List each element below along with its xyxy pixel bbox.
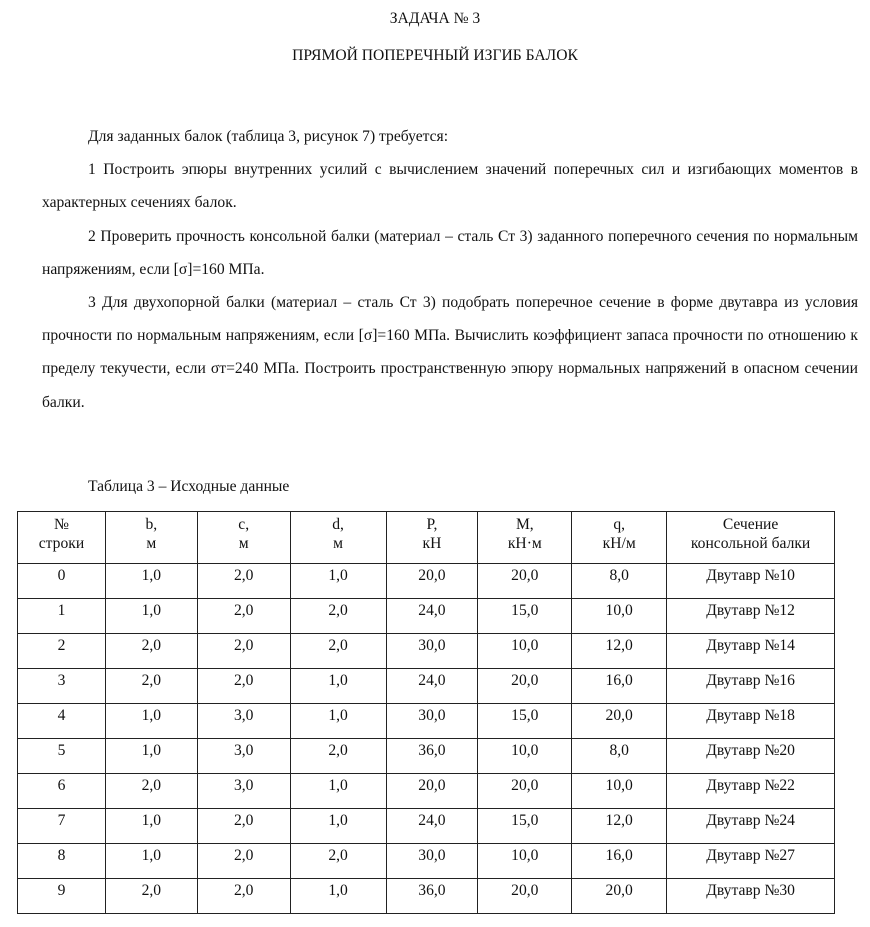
table-cell: 2,0 — [197, 634, 290, 669]
table-cell: 0 — [18, 564, 106, 599]
column-header-line: q, — [613, 516, 626, 533]
column-header-line: кН/м — [602, 535, 636, 552]
table-cell: 36,0 — [386, 739, 478, 774]
table-cell: 3,0 — [197, 704, 290, 739]
table-cell: 1,0 — [105, 704, 197, 739]
table-cell: 24,0 — [386, 809, 478, 844]
table-cell: 3,0 — [197, 739, 290, 774]
table-cell: 8,0 — [572, 564, 667, 599]
table-cell: 1,0 — [290, 704, 386, 739]
column-header-line: консольной балки — [690, 535, 811, 552]
table-cell: 2,0 — [197, 844, 290, 879]
table-cell: 15,0 — [478, 704, 572, 739]
table-cell: 2,0 — [290, 844, 386, 879]
table-cell: 1,0 — [105, 599, 197, 634]
paragraph-item-2: 2 Проверить прочность консольной балки (материал – сталь Ст 3) заданного поперечного сечения по нормальным напряжениям, если [σ]=160 МПа. — [42, 227, 858, 278]
table-cell: 1,0 — [290, 774, 386, 809]
column-header-line: м — [238, 535, 249, 552]
table-cell: 20,0 — [478, 879, 572, 914]
column-header-line: b, — [145, 516, 158, 533]
table-cell: 8 — [18, 844, 106, 879]
column-header — [197, 512, 290, 564]
table-caption: Таблица 3 – Исходные данные — [88, 478, 290, 495]
table-cell: 10,0 — [478, 739, 572, 774]
column-header — [386, 512, 478, 564]
table-cell: 30,0 — [386, 704, 478, 739]
table-cell: 2,0 — [197, 669, 290, 704]
table-cell: 8,0 — [572, 739, 667, 774]
table-row — [18, 669, 835, 704]
table-cell: Двутавр №12 — [667, 599, 835, 634]
paragraph-item-3: 3 Для двухопорной балки (материал – сталь Ст 3) подобрать поперечное сечение в форме двутавра из условия прочности по нормальным напряжениям, если [σ]=160 МПа. Вычислить коэффициент запаса прочности по отношению к пределу текучести, если σт=240 МПа. Построить пространственную эпюру нормальных напряжений в опасном сечении балки. — [42, 294, 858, 411]
table-cell: 12,0 — [572, 809, 667, 844]
table-cell: Двутавр №14 — [667, 634, 835, 669]
table-cell: 2,0 — [105, 669, 197, 704]
table-cell: 4 — [18, 704, 106, 739]
table-cell: 6 — [18, 774, 106, 809]
table-cell: 10,0 — [572, 599, 667, 634]
table-row — [18, 599, 835, 634]
table-cell: 2,0 — [197, 564, 290, 599]
column-header-line: P, — [426, 516, 438, 533]
table-cell: 2,0 — [290, 634, 386, 669]
table-cell: 20,0 — [478, 774, 572, 809]
column-header-line: кН·м — [507, 535, 542, 552]
task-title: ЗАДАЧА № 3 — [389, 10, 481, 27]
table-cell: 3,0 — [197, 774, 290, 809]
table-cell: 20,0 — [478, 669, 572, 704]
table-cell: Двутавр №30 — [667, 879, 835, 914]
table-cell: 10,0 — [478, 634, 572, 669]
table-cell: 15,0 — [478, 599, 572, 634]
table-row — [18, 809, 835, 844]
column-header — [572, 512, 667, 564]
table-cell: 20,0 — [572, 879, 667, 914]
table-cell: 9 — [18, 879, 106, 914]
table-cell: 2,0 — [290, 739, 386, 774]
table-cell: Двутавр №22 — [667, 774, 835, 809]
table-cell: 1,0 — [105, 844, 197, 879]
table-cell: 36,0 — [386, 879, 478, 914]
table-cell: 1,0 — [290, 809, 386, 844]
table-cell: 1,0 — [105, 564, 197, 599]
table-cell: 3 — [18, 669, 106, 704]
column-header-line: c, — [238, 516, 250, 533]
table-cell: 16,0 — [572, 669, 667, 704]
column-header-line: м — [146, 535, 157, 552]
column-header-line: м — [333, 535, 343, 552]
table-cell: 20,0 — [386, 774, 478, 809]
task-subtitle: ПРЯМОЙ ПОПЕРЕЧНЫЙ ИЗГИБ БАЛОК — [292, 47, 578, 64]
table-cell: 1 — [18, 599, 106, 634]
column-header — [18, 512, 106, 564]
table-cell: Двутавр №27 — [667, 844, 835, 879]
column-header — [105, 512, 197, 564]
table-row — [18, 879, 835, 914]
table-cell: 2,0 — [197, 599, 290, 634]
table-cell: Двутавр №18 — [667, 704, 835, 739]
table-cell: 1,0 — [290, 564, 386, 599]
column-header-line: Сечение — [722, 516, 779, 533]
table-cell: 2,0 — [290, 599, 386, 634]
column-header-line: строки — [38, 535, 85, 552]
column-header-line: кН — [422, 535, 442, 552]
table-row — [18, 634, 835, 669]
table-cell: 1,0 — [105, 739, 197, 774]
table-cell: 2,0 — [105, 879, 197, 914]
column-header — [290, 512, 386, 564]
table-row — [18, 739, 835, 774]
table-cell: 2 — [18, 634, 106, 669]
table-row — [18, 564, 835, 599]
table-cell: 30,0 — [386, 844, 478, 879]
table-cell: 10,0 — [478, 844, 572, 879]
table-cell: Двутавр №24 — [667, 809, 835, 844]
paragraph-intro: Для заданных балок (таблица 3, рисунок 7) требуется: — [88, 128, 449, 145]
paragraph-item-1: 1 Построить эпюры внутренних усилий с вычислением значений поперечных сил и изгибающих моментов в характерных сечениях балок. — [42, 161, 858, 212]
table-cell: 2,0 — [105, 774, 197, 809]
table-header-row — [18, 512, 835, 564]
table-cell: 5 — [18, 739, 106, 774]
table-row — [18, 704, 835, 739]
table-cell: 1,0 — [290, 669, 386, 704]
table-cell: 16,0 — [572, 844, 667, 879]
column-header — [667, 512, 835, 564]
column-header-line: № — [54, 516, 69, 533]
table-row — [18, 844, 835, 879]
table-cell: 10,0 — [572, 774, 667, 809]
table-cell: 2,0 — [197, 879, 290, 914]
table-cell: 1,0 — [105, 809, 197, 844]
table-cell: 24,0 — [386, 599, 478, 634]
table-cell: 20,0 — [572, 704, 667, 739]
table-cell: 2,0 — [105, 634, 197, 669]
column-header-line: d, — [332, 516, 344, 533]
data-table — [17, 511, 835, 914]
table-cell: Двутавр №16 — [667, 669, 835, 704]
task-text — [42, 120, 858, 419]
table-cell: 20,0 — [386, 564, 478, 599]
table-row — [18, 774, 835, 809]
table-cell: 15,0 — [478, 809, 572, 844]
column-header — [478, 512, 572, 564]
table-cell: 12,0 — [572, 634, 667, 669]
table-cell: 20,0 — [478, 564, 572, 599]
table-cell: Двутавр №10 — [667, 564, 835, 599]
table-cell: 2,0 — [197, 809, 290, 844]
table-cell: 1,0 — [290, 879, 386, 914]
table-cell: 7 — [18, 809, 106, 844]
table-cell: 24,0 — [386, 669, 478, 704]
table-cell: 30,0 — [386, 634, 478, 669]
column-header-line: M, — [515, 516, 534, 533]
table-cell: Двутавр №20 — [667, 739, 835, 774]
